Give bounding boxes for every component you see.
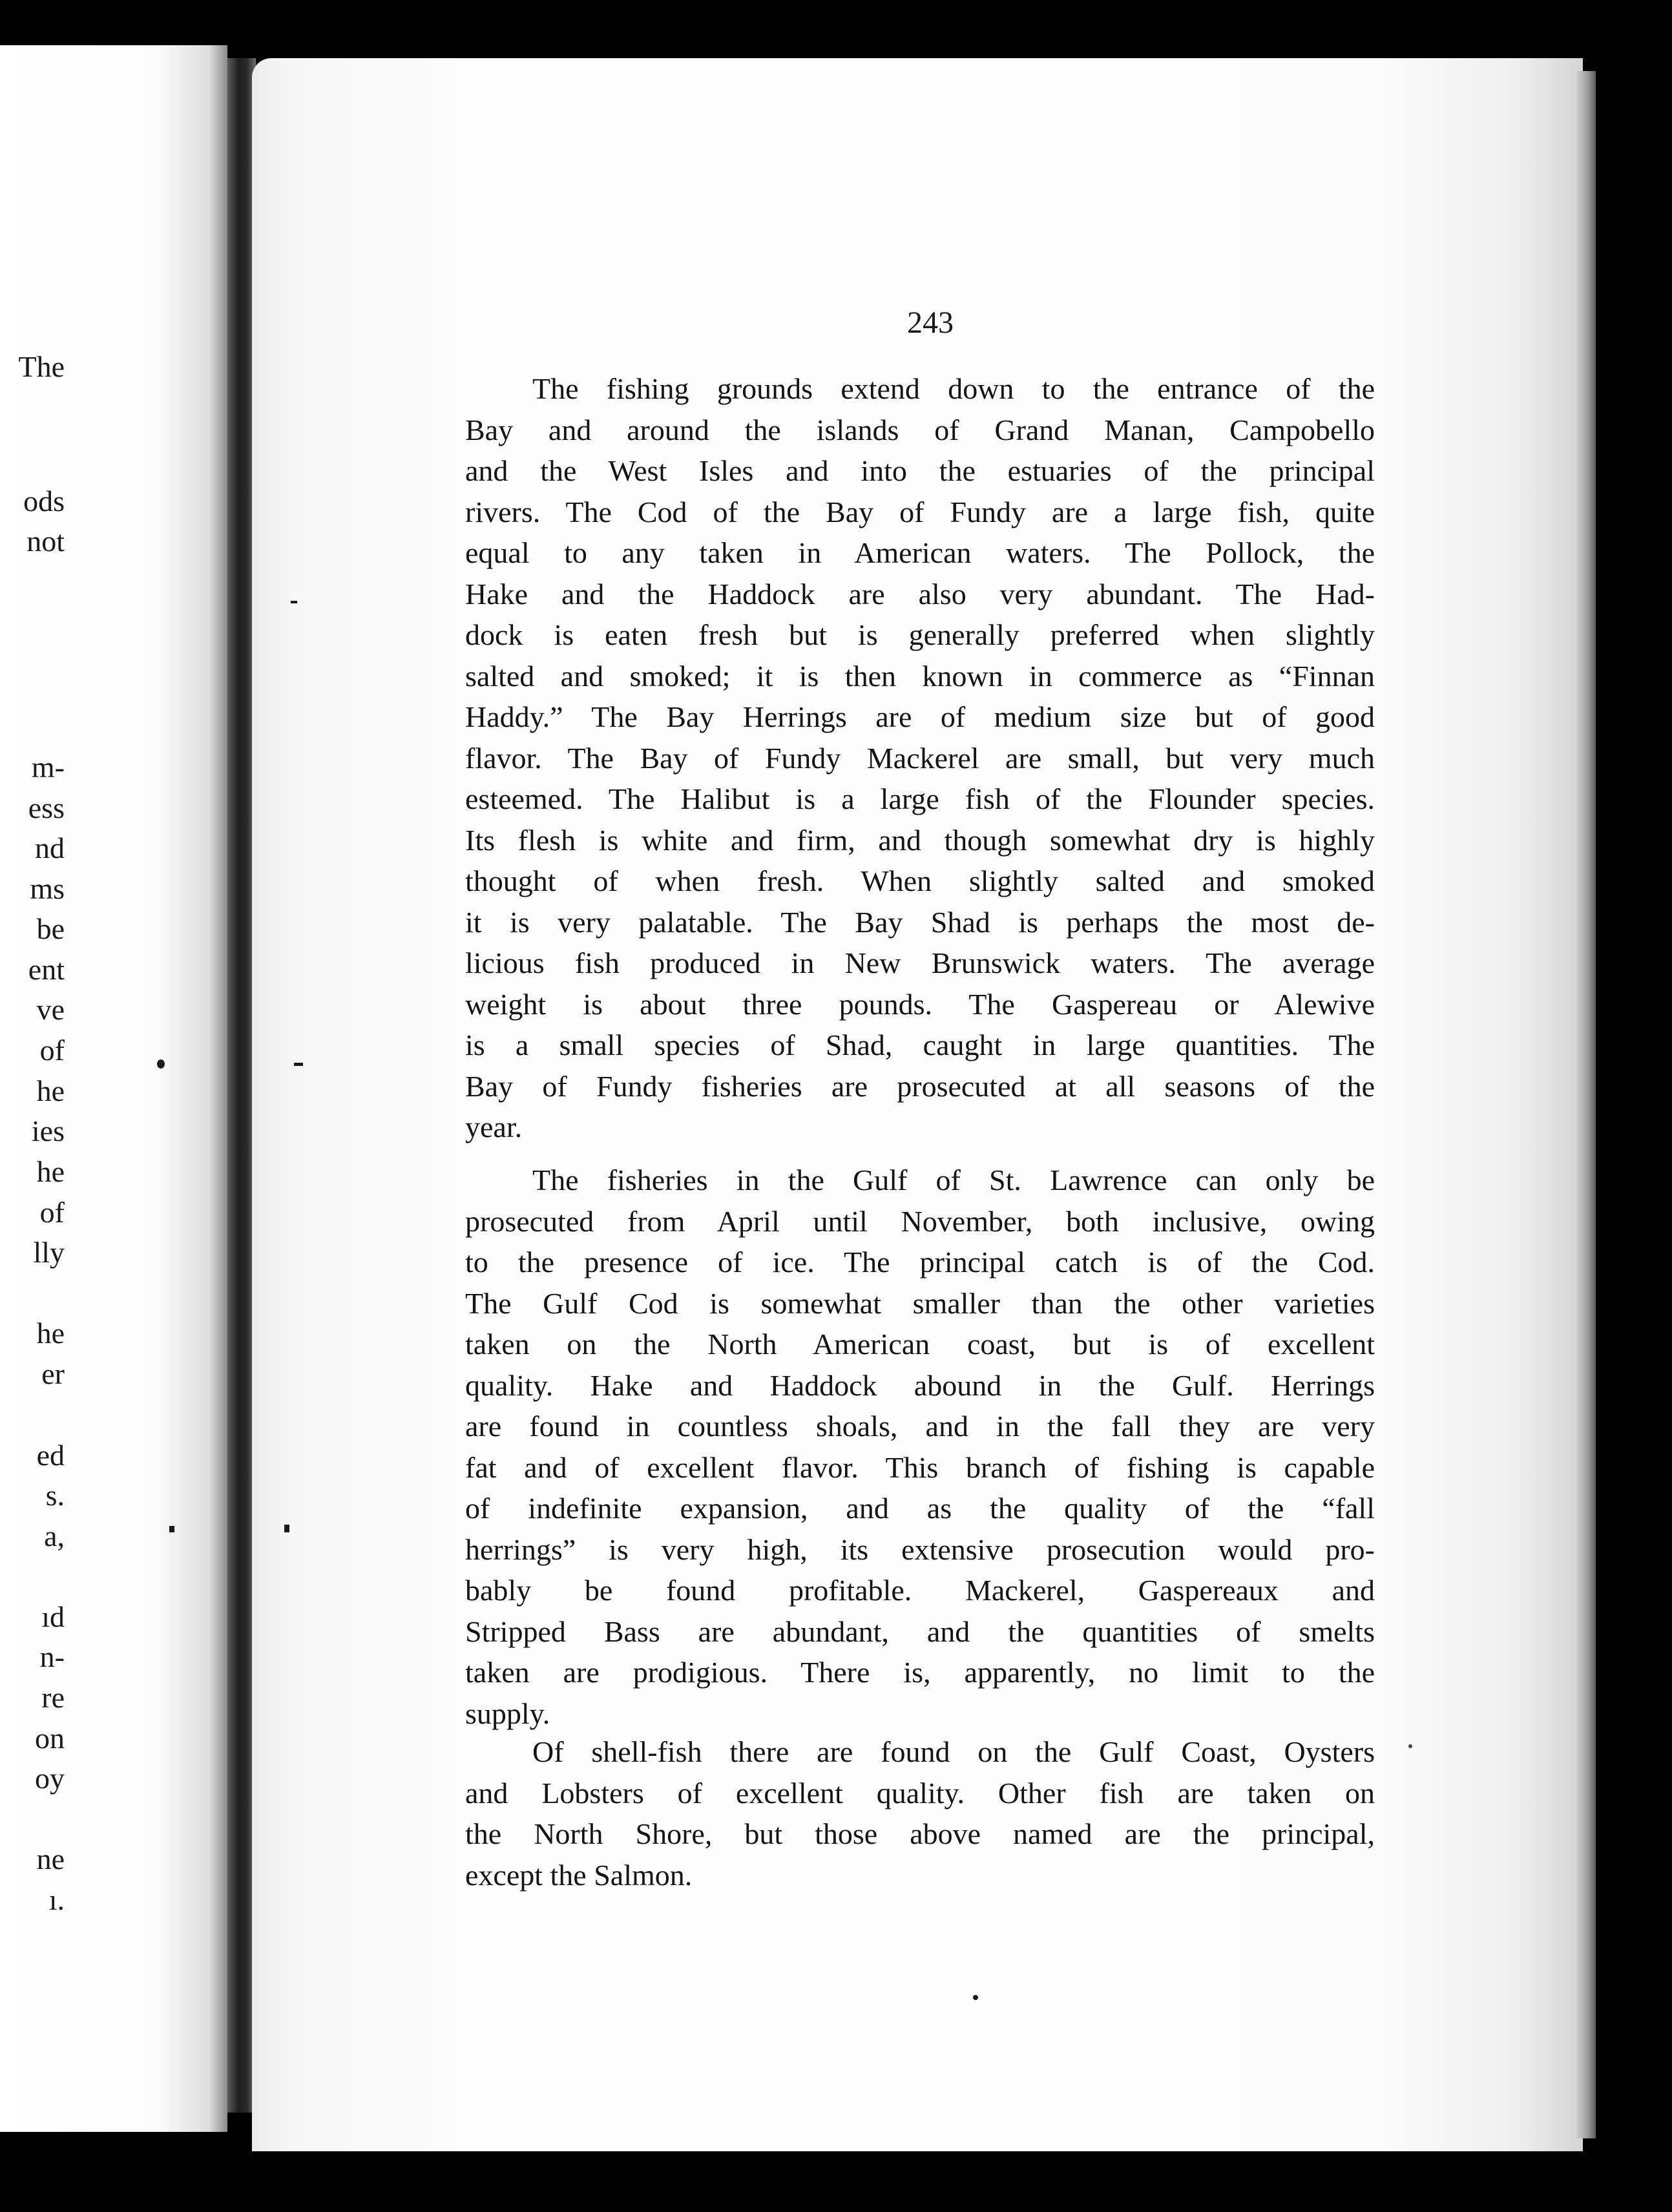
text-line: and Lobsters of excellent quality. Other fish are taken on: [465, 1776, 1375, 1810]
left-page-line: ods: [23, 485, 65, 517]
left-page-line: nd: [35, 831, 65, 864]
text-line: bably be found profitable. Mackerel, Gaspereaux and: [465, 1574, 1375, 1607]
text-line: year.: [465, 1111, 523, 1143]
text-line: herrings” is very high, its extensive prosecution would pro-: [465, 1532, 1375, 1566]
left-page-line: he: [36, 1074, 65, 1107]
dust-speck: [294, 1063, 303, 1066]
page-number: 243: [907, 306, 954, 340]
text-line: fat and of excellent flavor. This branch of fishing is capable: [465, 1450, 1375, 1484]
text-line: equal to any taken in American waters. The Pollock, the: [465, 536, 1375, 569]
paragraph-bay-of-fundy: [465, 368, 1375, 1148]
paragraph-shell-fish: [465, 1731, 1375, 1895]
dust-speck: [169, 1526, 174, 1532]
text-line: taken on the North American coast, but is of excellent: [465, 1328, 1375, 1361]
text-line: to the presence of ice. The principal catch is of the Cod.: [465, 1246, 1375, 1278]
left-page-line: on: [35, 1722, 65, 1755]
text-line: of indefinite expansion, and as the quality of the “fall: [465, 1492, 1375, 1525]
text-line: supply.: [465, 1696, 550, 1730]
text-line: Its flesh is white and firm, and though somewhat dry is highly: [465, 823, 1375, 857]
text-line: Bay of Fundy fisheries are prosecuted at all seasons of the: [465, 1069, 1375, 1103]
page-edge: [1576, 71, 1596, 2138]
text-line: licious fish produced in New Brunswick waters. The average: [465, 946, 1375, 979]
left-page-line: m-: [31, 751, 65, 784]
text-line: flavor. The Bay of Fundy Mackerel are small, but very much: [465, 741, 1375, 775]
text-line: it is very palatable. The Bay Shad is perhaps the most de-: [465, 905, 1375, 939]
left-page-line: not: [26, 525, 65, 558]
left-page-line: a,: [44, 1519, 65, 1552]
left-page-line: n-: [39, 1640, 65, 1673]
text-line: esteemed. The Halibut is a large fish of the Flounder species.: [465, 782, 1375, 815]
text-line: weight is about three pounds. The Gaspereau or Alewive: [465, 987, 1375, 1021]
dust-speck: [291, 601, 297, 603]
text-line: Stripped Bass are abundant, and the quantities of smelts: [465, 1614, 1375, 1648]
left-page-line: he: [36, 1155, 65, 1188]
text-line: dock is eaten fresh but is generally preferred when slightly: [465, 618, 1375, 651]
text-line: except the Salmon.: [465, 1858, 693, 1892]
dust-speck: [973, 1995, 978, 2000]
text-line: Of shell-fish there are found on the Gulf Coast, Oysters: [532, 1735, 1375, 1768]
left-page-line: ed: [36, 1439, 65, 1472]
left-page-line: oy: [35, 1762, 65, 1795]
left-page-line: er: [41, 1357, 65, 1390]
facing-page-fragment: [0, 45, 227, 2132]
left-page-line: ess: [28, 791, 65, 824]
text-line: Haddy.” The Bay Herrings are of medium size but of good: [465, 700, 1375, 733]
text-line: quality. Hake and Haddock abound in the Gulf. Herrings: [465, 1368, 1375, 1402]
text-line: The fisheries in the Gulf of St. Lawrence can only be: [532, 1163, 1375, 1196]
text-line: salted and smoked; it is then known in commerce as “Finnan: [465, 659, 1375, 693]
text-line: The Gulf Cod is somewhat smaller than the other varieties: [465, 1286, 1375, 1320]
text-line: is a small species of Shad, caught in large quantities. The: [465, 1028, 1375, 1061]
left-page-line: ne: [36, 1842, 65, 1875]
left-page-line: he: [36, 1317, 65, 1350]
dust-speck: [157, 1059, 165, 1069]
text-line: and the West Isles and into the estuaries of the principal: [465, 454, 1375, 487]
left-page-line: ms: [30, 872, 65, 905]
left-page-line: of: [39, 1196, 65, 1229]
left-page-line: ıd: [41, 1600, 65, 1633]
text-line: Bay and around the islands of Grand Manan, Campobello: [465, 413, 1375, 446]
left-page-line: of: [39, 1034, 65, 1067]
text-line: thought of when fresh. When slightly salted and smoked: [465, 864, 1375, 897]
left-page-line: s.: [45, 1479, 65, 1512]
text-line: the North Shore, but those above named are the principal,: [465, 1817, 1375, 1850]
dust-speck: [284, 1525, 289, 1532]
left-page-line: ent: [28, 953, 65, 986]
left-page-line: ve: [36, 993, 65, 1026]
left-page-line: re: [41, 1681, 65, 1714]
dust-speck: [1408, 1744, 1412, 1748]
left-page-line: ies: [31, 1114, 65, 1147]
text-line: taken are prodigious. There is, apparently, no limit to the: [465, 1656, 1375, 1689]
text-line: are found in countless shoals, and in the fall they are very: [465, 1410, 1375, 1443]
text-line: prosecuted from April until November, both inclusive, owing: [465, 1204, 1375, 1238]
paragraph-gulf-of-st-lawrence: [465, 1160, 1375, 1734]
text-line: The fishing grounds extend down to the entrance of the: [532, 372, 1375, 405]
text-line: Hake and the Haddock are also very abundant. The Had-: [465, 577, 1375, 610]
left-page-line: be: [36, 912, 65, 945]
left-page-line: lly: [33, 1236, 65, 1269]
left-page-line: ı.: [48, 1883, 65, 1916]
left-page-line: The: [18, 350, 65, 383]
text-line: rivers. The Cod of the Bay of Fundy are a large fish, quite: [465, 495, 1375, 528]
